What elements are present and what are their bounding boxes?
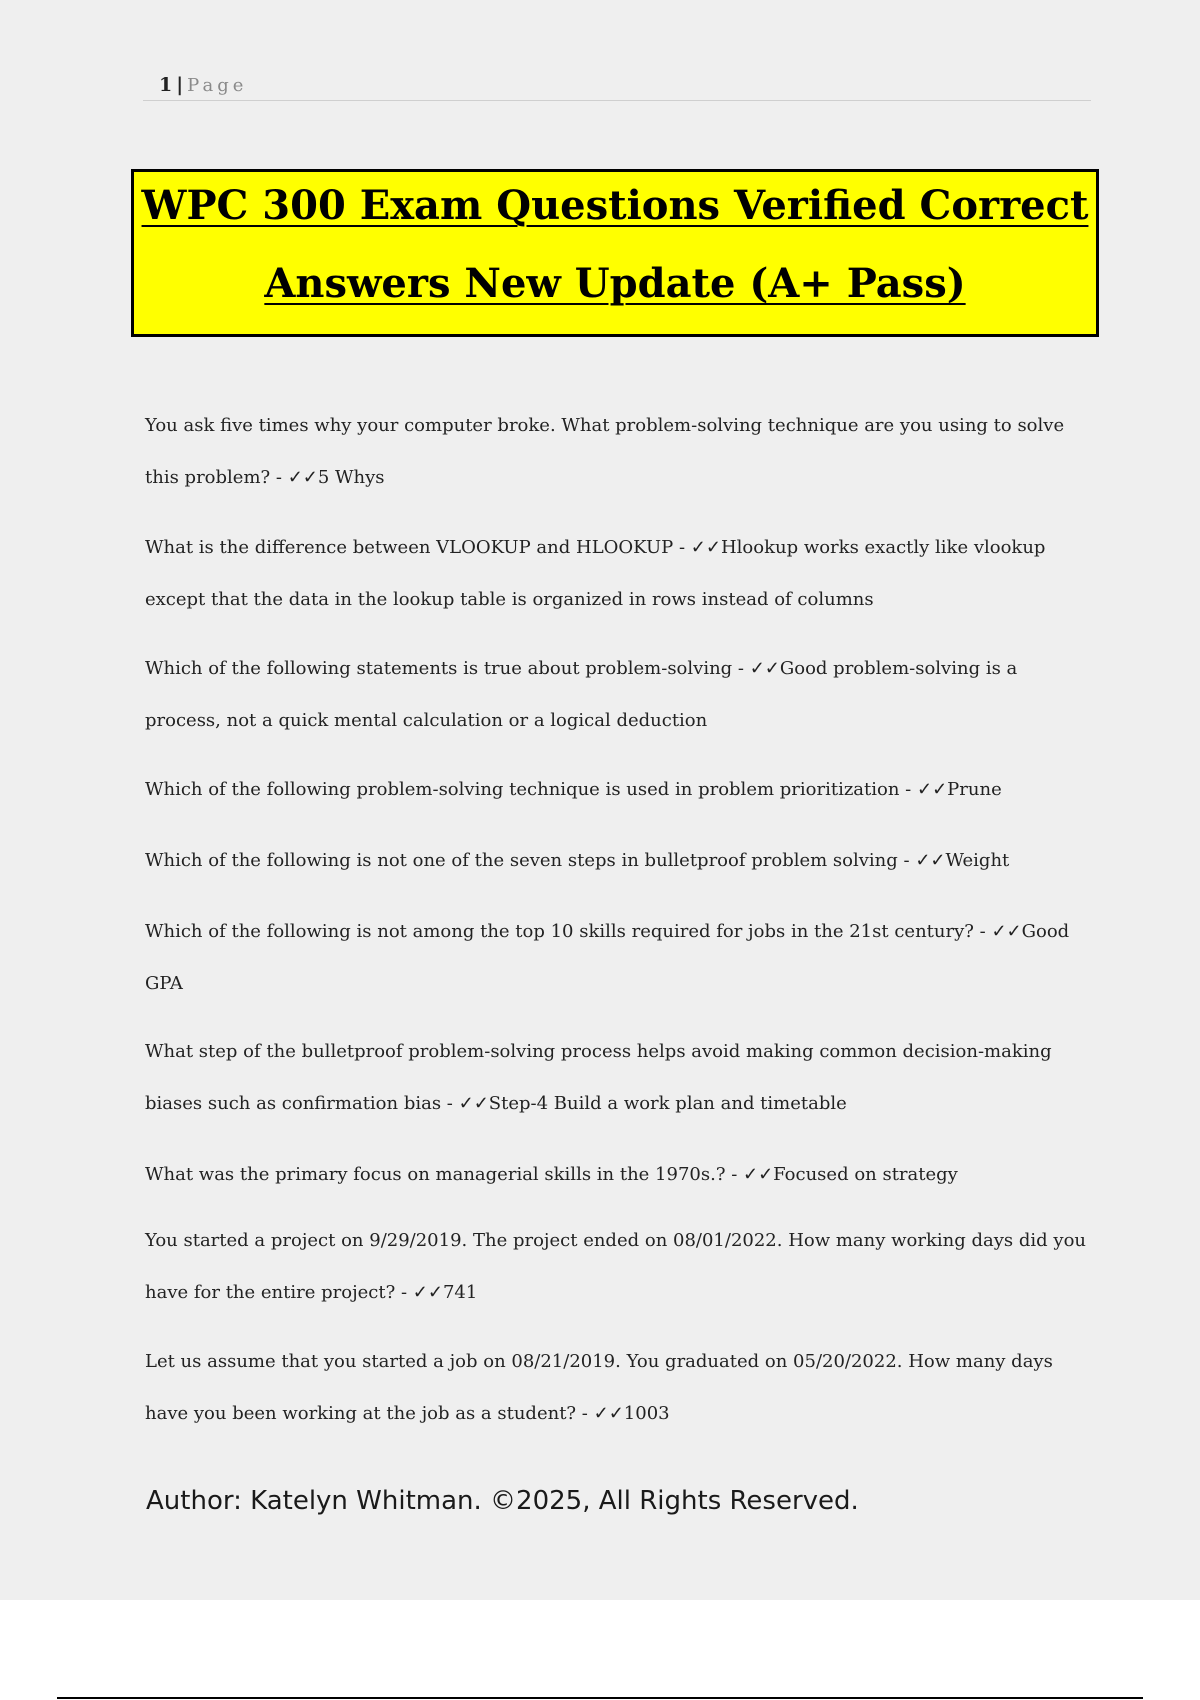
next-page-rule xyxy=(57,1697,1143,1699)
page-number-label xyxy=(159,74,247,96)
answer-text: ✓✓Step-4 Build a work plan and timetable xyxy=(458,1093,847,1114)
qa-item xyxy=(145,764,1095,816)
qa-item xyxy=(145,400,1095,504)
answer-text: ✓✓Weight xyxy=(915,850,1010,871)
question-text: Which of the following is not among the top 10 skills required for jobs in the 21st century? - xyxy=(145,921,992,942)
qa-item xyxy=(145,1149,1095,1201)
question-text: Which of the following statements is true about problem-solving - xyxy=(145,658,750,679)
answer-text: ✓✓741 xyxy=(412,1282,478,1303)
question-text: What step of the bulletproof problem-solving process helps avoid making common decision-making biases such as confirmation bias - xyxy=(145,1041,1052,1114)
question-text: Which of the following is not one of the seven steps in bulletproof problem solving - xyxy=(145,850,916,871)
question-text: Let us assume that you started a job on 08/21/2019. You graduated on 05/20/2022. How many days have you been working at the job as a student? - xyxy=(145,1351,1053,1424)
question-text: Which of the following problem-solving technique is used in problem prioritization - xyxy=(145,779,917,800)
answer-text: ✓✓Prune xyxy=(917,779,1002,800)
answer-text: ✓✓Hlookup works exactly like vlookup except that the data in the lookup table is organized in rows instead of columns xyxy=(145,537,1046,610)
qa-item xyxy=(145,1026,1095,1130)
page-separator: | xyxy=(176,74,185,96)
qa-item xyxy=(145,1336,1095,1440)
answer-text: ✓✓5 Whys xyxy=(287,467,385,488)
question-text: You started a project on 9/29/2019. The project ended on 08/01/2022. How many working days did you have for the entire project? - xyxy=(145,1230,1086,1303)
qa-item xyxy=(145,522,1095,626)
answer-text: ✓✓Good problem-solving is a process, not a quick mental calculation or a logical deduction xyxy=(145,658,1018,731)
page-word: Page xyxy=(187,75,248,96)
answer-text: ✓✓Good GPA xyxy=(145,921,1070,994)
question-text: What is the difference between VLOOKUP and HLOOKUP - xyxy=(145,537,691,558)
qa-item xyxy=(145,1215,1095,1319)
qa-item xyxy=(145,835,1095,887)
question-text: What was the primary focus on managerial skills in the 1970s.? - xyxy=(145,1164,743,1185)
title-line-2: Answers New Update (A+ Pass) xyxy=(264,260,966,307)
answer-text: ✓✓1003 xyxy=(593,1403,670,1424)
page-number: 1 xyxy=(159,74,174,96)
qa-item xyxy=(145,906,1095,1010)
page-header xyxy=(143,68,1091,101)
title-box xyxy=(131,169,1099,337)
title-line-1: WPC 300 Exam Questions Verified Correct xyxy=(141,182,1089,229)
author-line: Author: Katelyn Whitman. ©2025, All Rights Reserved. xyxy=(146,1486,859,1516)
answer-text: ✓✓Focused on strategy xyxy=(743,1164,958,1185)
qa-item xyxy=(145,643,1095,747)
question-text: You ask five times why your computer broke. What problem-solving technique are you using to solve this problem? - xyxy=(145,415,1065,488)
